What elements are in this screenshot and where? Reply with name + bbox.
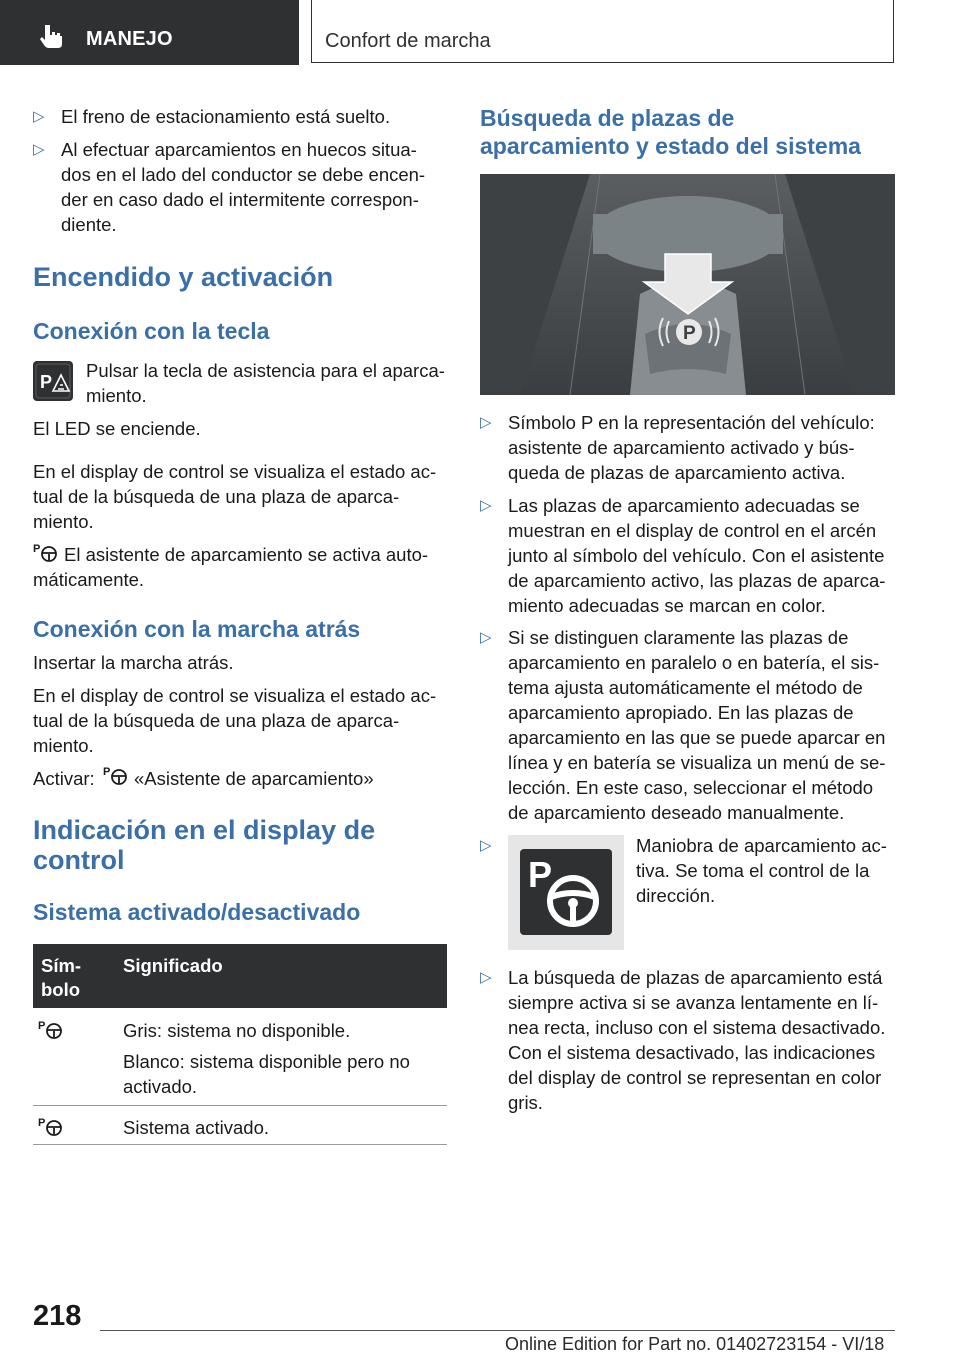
bullet-text: tiva. Se toma el control de la [636,860,870,881]
table-header-meaning: Significado [123,955,223,976]
parking-assist-button-icon [33,361,73,401]
table-cell: Gris: sistema no disponible. [123,1020,351,1041]
display-text: tual de la búsqueda de una plaza de aparca- [33,486,400,507]
table-cell: Sistema activado. [123,1117,270,1138]
footer-divider [100,1330,895,1331]
svg-text:P: P [38,1020,46,1032]
chapter-title: Confort de marcha [325,30,491,52]
bullet-text: de aparcamiento deseado manualmente. [508,802,845,823]
table-header [33,944,447,1008]
table-header-symbol: bolo [41,979,81,1000]
bullet-text: dos en el lado del conductor se debe encen- [61,164,426,185]
heading-busqueda: Búsqueda de plazas de [480,105,735,131]
bullet-text: Si se distinguen claramente las plazas de [508,627,849,648]
auto-text: máticamente. [33,569,145,590]
parking-steering-icon [38,1018,64,1040]
table-header-symbol: Sím- [41,955,82,976]
heading-busqueda: aparcamiento y estado del sistema [480,133,861,159]
display-text: En el display de control se visualiza el estado ac- [33,685,437,706]
bullet-text: siempre activa si se avanza lentamente en lí- [508,992,879,1013]
bullet-text: miento adecuadas se marcan en color. [508,595,826,616]
bullet-text: queda de plazas de aparcamiento activa. [508,462,846,483]
bullet-text: der en caso dado el intermitente correspon- [61,189,419,210]
insertar-text: Insertar la marcha atrás. [33,652,234,673]
parking-steering-icon [33,541,59,563]
bullet-text: Símbolo P en la representación del vehículo: [508,412,875,433]
heading-indicacion: Indicación en el display de [33,815,376,845]
display-photo [480,174,895,395]
led-text: El LED se enciende. [33,418,201,439]
display-text: En el display de control se visualiza el estado ac- [33,461,437,482]
table-row-divider [33,1144,447,1145]
bullet-marker-icon: ▷ [480,969,492,986]
auto-text: El asistente de aparcamiento se activa auto- [64,544,429,565]
heading-conexion-tecla: Conexión con la tecla [33,318,270,344]
svg-text:P: P [33,543,41,555]
photo-p-label: P [683,323,696,344]
display-text: miento. [33,735,94,756]
bullet-text: Al efectuar aparcamientos en huecos situa- [61,139,417,160]
table-row-divider [33,1105,447,1106]
bullet-text: lección. En este caso, seleccionar el método [508,777,874,798]
bullet-marker-icon: ▷ [33,108,45,125]
bullet-text: línea y en batería se visualiza un menú de se- [508,752,886,773]
tecla-text: Pulsar la tecla de asistencia para el aparca- [86,360,445,381]
bullet-text: Con el sistema desactivado, las indicaciones [508,1042,876,1063]
bullet-marker-icon: ▷ [480,414,492,431]
bullet-text: aparcamiento en paralelo o en batería, el sis- [508,652,880,673]
bullet-text: Maniobra de aparcamiento ac- [636,835,887,856]
svg-text:P: P [103,766,111,778]
bullet-text: dirección. [636,885,716,906]
bullet-text: junto al símbolo del vehículo. Con el asistente [508,545,885,566]
bullet-text: El freno de estacionamiento está suelto. [61,106,391,127]
edition-text: Online Edition for Part no. 01402723154 - VI/18 [505,1334,885,1354]
bullet-text: nea recta, incluso con el sistema desactivado. [508,1017,886,1038]
activar-menu-item: «Asistente de aparcamiento» [134,768,374,789]
bullet-text: del display de control se representan en color [508,1067,882,1088]
activar-label: Activar: [33,768,95,789]
heading-indicacion: control [33,845,125,875]
hand-pointer-icon [38,22,66,50]
bullet-text: muestran en el display de control en el arcén [508,520,877,541]
parking-steering-icon [103,764,129,786]
heading-conexion-marcha: Conexión con la marcha atrás [33,616,361,642]
steering-pictogram [508,835,624,950]
bullet-marker-icon: ▷ [480,837,492,854]
bullet-marker-icon: ▷ [480,629,492,646]
heading-sistema: Sistema activado/desactivado [33,899,361,925]
section-tab [0,0,299,65]
bullet-text: gris. [508,1092,543,1113]
bullet-text: tema ajusta automáticamente el método de [508,677,863,698]
display-text: miento. [33,511,94,532]
bullet-text: de aparcamiento activo, las plazas de aparca- [508,570,886,591]
bullet-text: aparcamiento en las que se puede aparcar en [508,727,886,748]
table-cell: Blanco: sistema disponible pero no [123,1051,410,1072]
section-title: MANEJO [86,28,173,50]
bullet-marker-icon: ▷ [33,141,45,158]
parking-steering-icon [38,1115,64,1137]
bullet-text: diente. [61,214,117,235]
bullet-text: asistente de aparcamiento activado y bús- [508,437,855,458]
svg-text:P: P [38,1117,46,1129]
svg-text:P: P [528,854,553,895]
bullet-text: aparcamiento apropiado. En las plazas de [508,702,854,723]
bullet-text: La búsqueda de plazas de aparcamiento está [508,967,883,988]
page-number: 218 [33,1300,82,1332]
tecla-text: miento. [86,385,147,406]
svg-text:P: P [40,372,53,392]
bullet-marker-icon: ▷ [480,497,492,514]
display-text: tual de la búsqueda de una plaza de aparca- [33,710,400,731]
bullet-text: Las plazas de aparcamiento adecuadas se [508,495,860,516]
table-cell: activado. [123,1076,198,1097]
heading-encendido: Encendido y activación [33,262,334,292]
